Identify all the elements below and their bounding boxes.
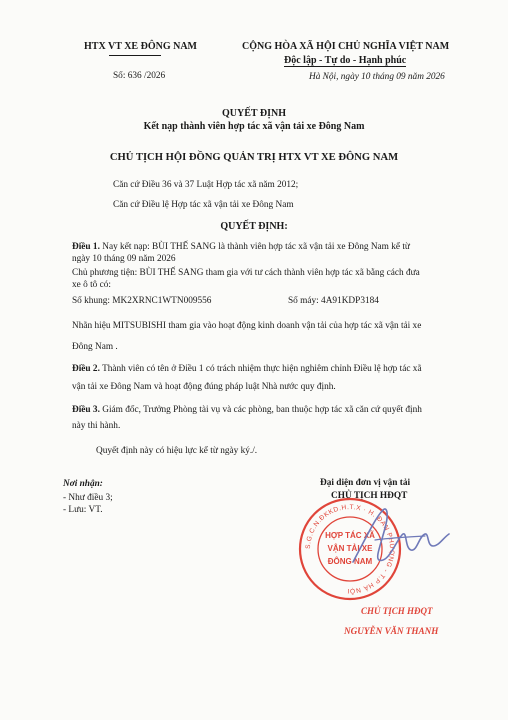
handwritten-signature — [345, 500, 455, 580]
recipient-1: - Như điều 3; — [63, 493, 113, 503]
article-2-line-1 — [72, 364, 422, 374]
article-1-line-1 — [72, 242, 410, 252]
seal-line-3: ĐÔNG NAM — [327, 557, 373, 566]
brand-line-2: Đông Nam . — [72, 342, 118, 352]
seal-line-2: VẬN TẢI XE — [327, 544, 373, 553]
basis-1: Căn cứ Điều 36 và 37 Luật Hợp tác xã năm 2012; — [113, 180, 299, 190]
document-subtitle: Kết nạp thành viên hợp tác xã vận tải xe Đông Nam — [143, 121, 365, 132]
doc-number: Số: 636 /2026 — [113, 71, 166, 81]
article-1-text: Nay kết nạp: BÙI THẾ SANG là thành viên hợp tác xã vận tải xe Đông Nam kể từ — [102, 242, 410, 252]
engine-number: Số máy: 4A91KDP3184 — [288, 296, 379, 306]
article-3-text: Giám đốc, Trưởng Phòng tài vụ và các phòng, ban thuộc hợp tác xã căn cứ quyết định — [102, 405, 422, 415]
stamp-name: NGUYỄN VĂN THANH — [344, 626, 439, 636]
article-3-line-1 — [72, 405, 422, 415]
effective-clause: Quyết định này có hiệu lực kể từ ngày ký./. — [96, 446, 258, 456]
country-name: CỘNG HÒA XÃ HỘI CHỦ NGHĨA VIỆT NAM — [242, 41, 450, 52]
document-title: QUYẾT ĐỊNH — [222, 108, 286, 119]
place-date: Hà Nội, ngày 10 tháng 09 năm 2026 — [309, 72, 445, 82]
signatory-role: CHỦ TỊCH HĐQT — [331, 491, 408, 501]
owner-line-1: Chủ phương tiện: BÙI THẾ SANG tham gia với tư cách thành viên hợp tác xã bằng cách đưa — [72, 268, 420, 278]
stamp-title: CHỦ TỊCH HĐQT — [361, 606, 433, 616]
basis-2: Căn cứ Điều lệ Hợp tác xã vận tải xe Đông Nam — [113, 200, 294, 210]
brand-line-1: Nhãn hiệu MITSUBISHI tham gia vào hoạt động kinh doanh vận tải của hợp tác xã vận tải xe — [72, 321, 422, 331]
article-3-line-2: này thi hành. — [72, 421, 121, 431]
article-2-line-2: vận tải xe Đông Nam và hoạt động đúng pháp luật Nhà nước quy định. — [72, 382, 336, 392]
motto-text: Độc lập - Tự do - Hạnh phúc — [284, 55, 407, 66]
org-name: HTX VT XE ĐÔNG NAM — [84, 41, 197, 52]
representative-label: Đại diện đơn vị vận tải — [320, 478, 411, 488]
authority-heading: CHỦ TỊCH HỘI ĐỒNG QUẢN TRỊ HTX VT XE ĐÔNG NAM — [109, 152, 399, 163]
article-1-label: Điều 1. — [72, 242, 100, 252]
article-2-text: Thành viên có tên ở Điều 1 có trách nhiệm thực hiện nghiêm chỉnh Điều lệ hợp tác xã — [102, 364, 422, 374]
owner-line-2: xe ô tô có: — [72, 280, 111, 290]
article-3-label: Điều 3. — [72, 405, 100, 415]
recipients-heading: Nơi nhận: — [63, 479, 103, 489]
org-underline — [109, 55, 161, 56]
seal-ring-text: S.G.C.N.ĐKKD.H.T.X · H. ĐAN PHƯỢNG - T.P HÀ NỘI — [304, 503, 396, 595]
seal-line-1: HỢP TÁC XÃ — [325, 531, 375, 540]
motto — [284, 55, 406, 66]
article-1-line-2: ngày 10 tháng 09 năm 2026 — [72, 254, 176, 264]
recipient-2: - Lưu: VT. — [63, 505, 103, 515]
article-2-label: Điều 2. — [72, 364, 100, 374]
chassis-number: Số khung: MK2XRNC1WTN009556 — [72, 296, 212, 306]
decides-heading: QUYẾT ĐỊNH: — [220, 221, 288, 232]
